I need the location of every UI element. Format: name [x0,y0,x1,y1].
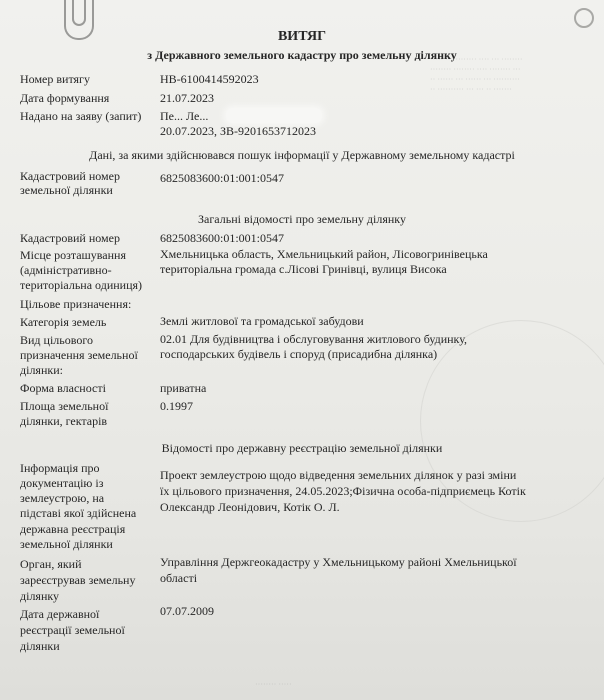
doc-value-3: Олександр Леонідович, Котік О. Л. [160,500,340,514]
bleed-through-text: ····· ··· ········ ···· ··· ········ ········ ········ ···· ········ ··· ·· ······ ··· ······ ··· ·········· ·· ·········· ··· ··· ·· ······· [430,55,523,94]
doc-label-3: землеустрою, на [20,491,105,505]
use-label-3: ділянки: [20,363,63,377]
category-label: Категорія земель [20,315,107,329]
redaction-mark [226,108,322,123]
location-label-3: територіальна одиниця) [20,278,143,292]
date-value: 21.07.2023 [160,91,214,105]
location-value-1: Хмельницька область, Хмельницький район, Лісовогринівецька [160,247,488,261]
search-cadastral-label-2: земельної ділянки [20,183,113,197]
org-value-2: області [160,571,198,585]
document-title: ВИТЯГ [277,29,327,44]
regdate-label-2: реєстрації земельної [20,623,125,637]
extract-number-label: Номер витягу [20,72,90,86]
doc-label-1: Інформація про [20,461,100,475]
category-value: Землі житлової та громадської забудови [160,314,364,328]
use-value-1: 02.01 Для будівництва і обслуговування житлового будинку, [160,332,468,346]
registration-heading: Відомості про державну реєстрацію земельної ділянки [161,441,443,455]
area-label-1: Площа земельної [20,399,109,413]
extract-number-value: НВ-6100414592023 [160,72,259,86]
location-label-1: Місце розташування [20,248,126,262]
use-label-2: призначення земельної [20,348,138,362]
org-value-1: Управління Держгеокадастру у Хмельницькому районі Хмельницької [160,555,517,569]
request-value-line1: Пе... Ле... [160,109,209,123]
doc-label-2: документацію із [20,476,104,490]
search-cadastral-value: 6825083600:01:001:0547 [160,171,285,185]
doc-label-5: державна реєстрація [20,522,126,536]
cadastral-value: 6825083600:01:001:0547 [160,231,285,245]
use-label-1: Вид цільового [20,333,93,347]
org-label-2: зареєстрував земельну [20,573,136,587]
cadastral-label: Кадастровий номер [20,231,120,245]
use-value-2: господарських будівель і споруд (присадибна ділянка) [160,347,438,361]
doc-value-2: їх цільового призначення, 24.05.2023;Фізична особа-підприємець Котік [160,484,526,498]
doc-label-4: підставі якої здійснена [20,506,137,520]
search-heading: Дані, за якими здійснювався пошук інформації у Державному земельному кадастрі [89,148,515,162]
regdate-label-3: ділянки [20,639,60,653]
general-heading: Загальні відомості про земельну ділянку [198,212,406,226]
area-label-2: ділянки, гектарів [20,414,108,428]
org-label-1: Орган, який [20,557,82,571]
location-label-2: (адміністративно- [20,263,112,277]
date-label: Дата формування [20,91,110,105]
purpose-label: Цільове призначення: [20,297,132,311]
doc-label-6: земельної ділянки [20,537,113,551]
search-cadastral-label-1: Кадастровий номер [20,169,120,183]
pen-mark-icon [574,8,594,28]
doc-value-1: Проект землеустрою щодо відведення земельних ділянок у разі зміни [160,468,517,482]
regdate-label-1: Дата державної [20,607,100,621]
request-label: Надано на заяву (запит) [20,109,142,123]
ownership-value: приватна [160,381,207,395]
area-value: 0.1997 [160,399,193,413]
request-value-line2: 20.07.2023, ЗВ-9201653712023 [160,124,317,138]
location-value-2: територіальна громада с.Лісові Гринівці, вулиця Висока [160,262,447,276]
document-subtitle: з Державного земельного кадастру про земельну ділянку [147,48,457,62]
regdate-value: 07.07.2009 [160,604,214,618]
org-label-3: ділянку [20,589,60,603]
ownership-label: Форма власності [20,381,106,395]
page-footer-bleed: ········ ····· [255,680,292,689]
